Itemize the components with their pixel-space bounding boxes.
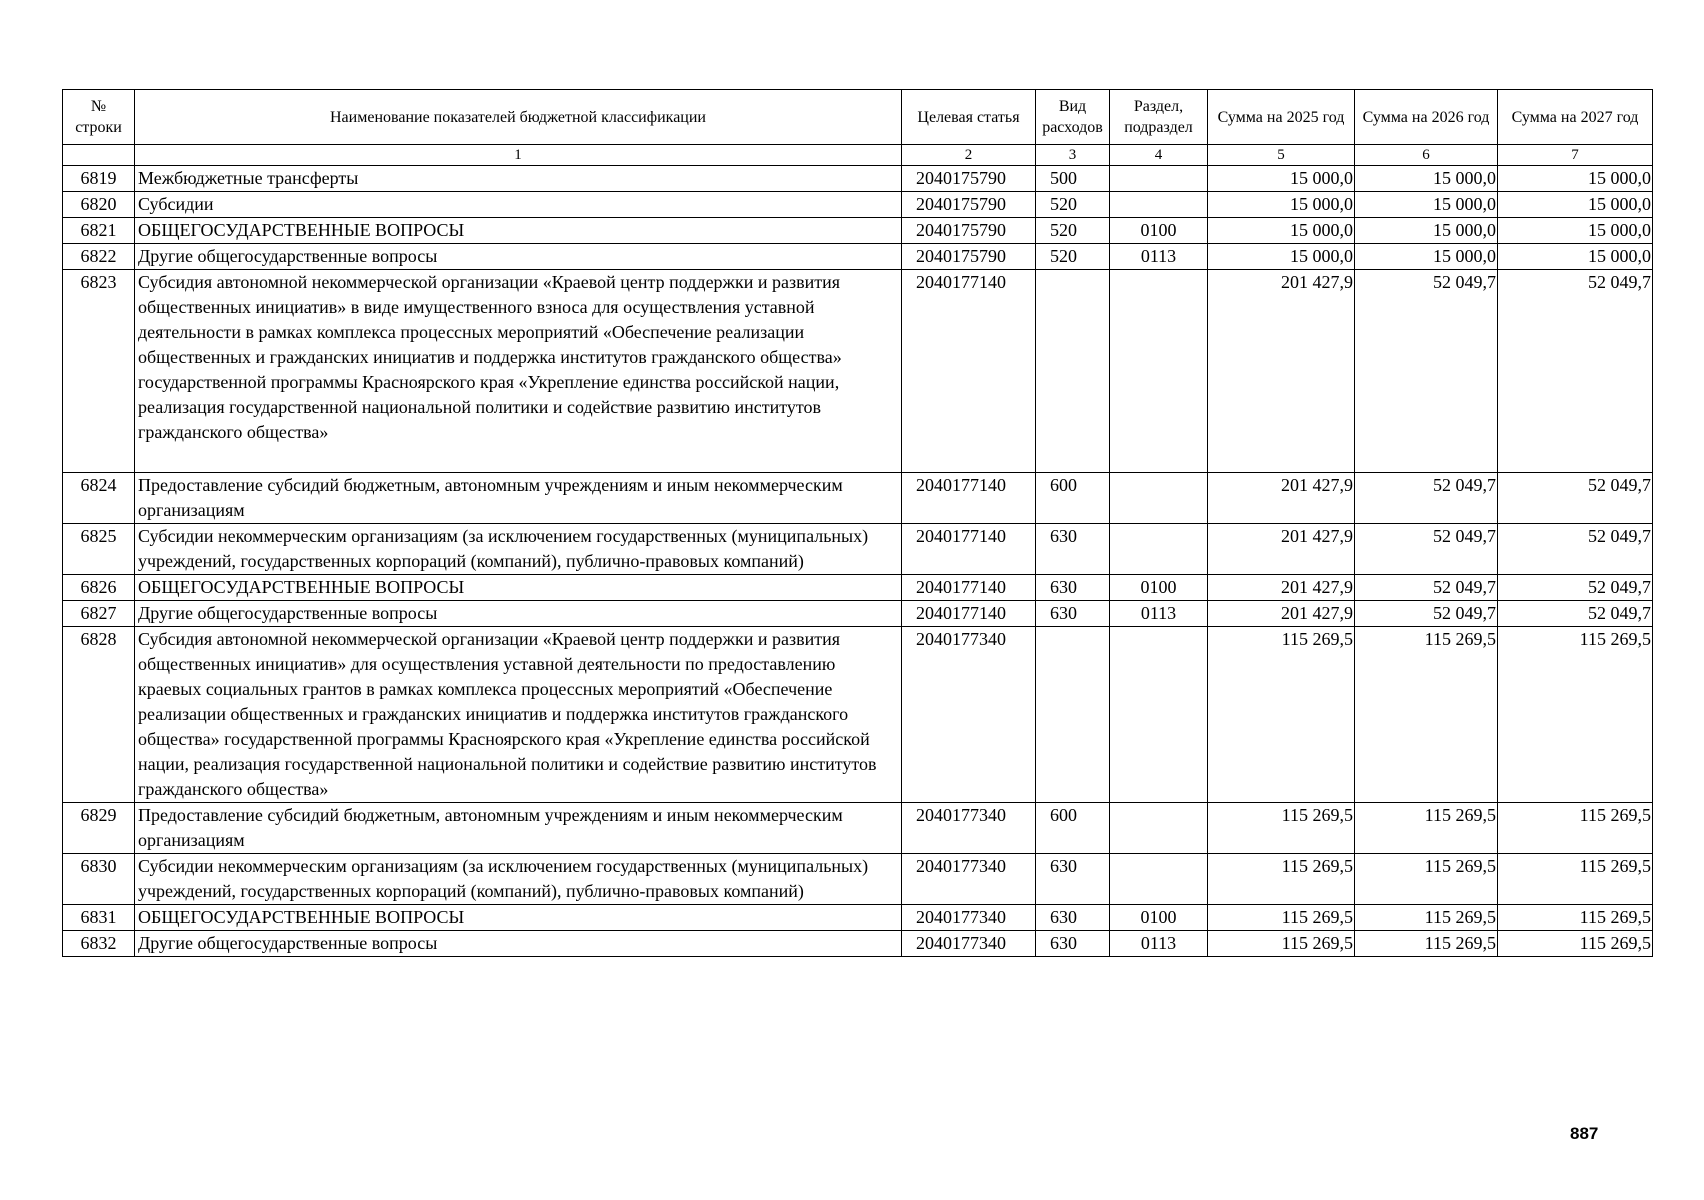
header-target-article: Целевая статья xyxy=(902,90,1036,145)
section-code: 0113 xyxy=(1110,244,1208,270)
row-number: 6829 xyxy=(63,803,135,854)
sum-2026: 52 049,7 xyxy=(1355,575,1498,601)
sum-2027: 115 269,5 xyxy=(1498,627,1653,803)
column-number: 1 xyxy=(135,145,902,166)
column-number-empty xyxy=(63,145,135,166)
sum-2026: 52 049,7 xyxy=(1355,270,1498,473)
column-number: 7 xyxy=(1498,145,1653,166)
header-sum-2026: Сумма на 2026 год xyxy=(1355,90,1498,145)
sum-2025: 15 000,0 xyxy=(1208,244,1355,270)
sum-2025: 201 427,9 xyxy=(1208,601,1355,627)
row-number: 6821 xyxy=(63,218,135,244)
sum-2027: 115 269,5 xyxy=(1498,905,1653,931)
indicator-name: Межбюджетные трансферты xyxy=(135,166,902,192)
section-code xyxy=(1110,524,1208,575)
header-indicator-name: Наименование показателей бюджетной классификации xyxy=(135,90,902,145)
sum-2027: 15 000,0 xyxy=(1498,166,1653,192)
section-code xyxy=(1110,166,1208,192)
target-article: 2040177140 xyxy=(902,601,1036,627)
sum-2025: 15 000,0 xyxy=(1208,166,1355,192)
target-article: 2040177140 xyxy=(902,524,1036,575)
expense-type: 630 xyxy=(1036,931,1110,957)
sum-2027: 15 000,0 xyxy=(1498,244,1653,270)
row-number: 6825 xyxy=(63,524,135,575)
column-number: 2 xyxy=(902,145,1036,166)
table-row xyxy=(63,244,1653,270)
expense-type: 520 xyxy=(1036,218,1110,244)
table-row xyxy=(63,218,1653,244)
sum-2026: 52 049,7 xyxy=(1355,601,1498,627)
section-code xyxy=(1110,473,1208,524)
sum-2027: 15 000,0 xyxy=(1498,192,1653,218)
expense-type: 630 xyxy=(1036,854,1110,905)
expense-type: 600 xyxy=(1036,473,1110,524)
sum-2026: 115 269,5 xyxy=(1355,905,1498,931)
section-code xyxy=(1110,854,1208,905)
indicator-name: ОБЩЕГОСУДАРСТВЕННЫЕ ВОПРОСЫ xyxy=(135,905,902,931)
column-number: 4 xyxy=(1110,145,1208,166)
expense-type: 630 xyxy=(1036,524,1110,575)
indicator-name: Субсидии некоммерческим организациям (за исключением государственных (муниципальных) учреждений, государственных корпораций (компаний), публично-правовых компаний) xyxy=(135,854,902,905)
section-code xyxy=(1110,803,1208,854)
column-number: 3 xyxy=(1036,145,1110,166)
sum-2027: 52 049,7 xyxy=(1498,270,1653,473)
table-row xyxy=(63,905,1653,931)
sum-2026: 52 049,7 xyxy=(1355,473,1498,524)
target-article: 2040177340 xyxy=(902,803,1036,854)
expense-type xyxy=(1036,627,1110,803)
indicator-name: ОБЩЕГОСУДАРСТВЕННЫЕ ВОПРОСЫ xyxy=(135,218,902,244)
expense-type: 600 xyxy=(1036,803,1110,854)
table-row xyxy=(63,931,1653,957)
table-row xyxy=(63,627,1653,803)
indicator-name: ОБЩЕГОСУДАРСТВЕННЫЕ ВОПРОСЫ xyxy=(135,575,902,601)
page-number: 887 xyxy=(1570,1124,1599,1143)
row-number: 6826 xyxy=(63,575,135,601)
sum-2025: 115 269,5 xyxy=(1208,803,1355,854)
header-sum-2027: Сумма на 2027 год xyxy=(1498,90,1653,145)
budget-table xyxy=(62,89,1653,957)
table-row xyxy=(63,803,1653,854)
header-row xyxy=(63,90,1653,145)
target-article: 2040175790 xyxy=(902,218,1036,244)
sum-2027: 52 049,7 xyxy=(1498,601,1653,627)
sum-2027: 15 000,0 xyxy=(1498,218,1653,244)
expense-type: 500 xyxy=(1036,166,1110,192)
sum-2026: 52 049,7 xyxy=(1355,524,1498,575)
sum-2025: 201 427,9 xyxy=(1208,473,1355,524)
sum-2026: 15 000,0 xyxy=(1355,244,1498,270)
sum-2025: 201 427,9 xyxy=(1208,524,1355,575)
section-code xyxy=(1110,192,1208,218)
sum-2026: 15 000,0 xyxy=(1355,192,1498,218)
section-code: 0113 xyxy=(1110,931,1208,957)
target-article: 2040175790 xyxy=(902,244,1036,270)
header-section: Раздел, подраздел xyxy=(1110,90,1208,145)
sum-2026: 15 000,0 xyxy=(1355,218,1498,244)
row-number: 6819 xyxy=(63,166,135,192)
row-number: 6831 xyxy=(63,905,135,931)
column-number-row xyxy=(63,145,1653,166)
indicator-name: Субсидия автономной некоммерческой организации «Краевой центр поддержки и развития общественных инициатив» в виде имущественного взноса для осуществления уставной деятельности в рамках комплекса процессных мероприятий «Обеспечение реализации общественных и гражданских инициатив и поддержка институтов гражданского общества» государственной программы Красноярского края «Укрепление единства российской нации, реализация государственной национальной политики и содействие развитию институтов гражданского общества» xyxy=(135,270,902,473)
sum-2027: 115 269,5 xyxy=(1498,803,1653,854)
table-row xyxy=(63,854,1653,905)
expense-type: 630 xyxy=(1036,575,1110,601)
sum-2025: 115 269,5 xyxy=(1208,627,1355,803)
column-number: 5 xyxy=(1208,145,1355,166)
expense-type xyxy=(1036,270,1110,473)
row-number: 6830 xyxy=(63,854,135,905)
sum-2025: 115 269,5 xyxy=(1208,854,1355,905)
indicator-name: Субсидия автономной некоммерческой организации «Краевой центр поддержки и развития общественных инициатив» для осуществления уставной деятельности по предоставлению краевых социальных грантов в рамках комплекса процессных мероприятий «Обеспечение реализации общественных и гражданских инициатив и поддержка институтов гражданского общества» государственной программы Красноярского края «Укрепление единства российской нации, реализация государственной национальной политики и содействие развитию институтов гражданского общества» xyxy=(135,627,902,803)
row-number: 6827 xyxy=(63,601,135,627)
sum-2025: 115 269,5 xyxy=(1208,931,1355,957)
target-article: 2040177340 xyxy=(902,931,1036,957)
indicator-name: Предоставление субсидий бюджетным, автономным учреждениям и иным некоммерческим организациям xyxy=(135,803,902,854)
sum-2025: 201 427,9 xyxy=(1208,575,1355,601)
sum-2026: 115 269,5 xyxy=(1355,627,1498,803)
table-row xyxy=(63,524,1653,575)
target-article: 2040177340 xyxy=(902,905,1036,931)
sum-2027: 52 049,7 xyxy=(1498,524,1653,575)
section-code: 0113 xyxy=(1110,601,1208,627)
target-article: 2040177140 xyxy=(902,575,1036,601)
target-article: 2040177140 xyxy=(902,473,1036,524)
expense-type: 520 xyxy=(1036,192,1110,218)
expense-type: 630 xyxy=(1036,905,1110,931)
row-number: 6820 xyxy=(63,192,135,218)
target-article: 2040177140 xyxy=(902,270,1036,473)
sum-2027: 52 049,7 xyxy=(1498,473,1653,524)
row-number: 6822 xyxy=(63,244,135,270)
indicator-name: Другие общегосударственные вопросы xyxy=(135,244,902,270)
table-row xyxy=(63,192,1653,218)
column-number: 6 xyxy=(1355,145,1498,166)
indicator-name: Предоставление субсидий бюджетным, автономным учреждениям и иным некоммерческим организациям xyxy=(135,473,902,524)
target-article: 2040175790 xyxy=(902,166,1036,192)
sum-2026: 115 269,5 xyxy=(1355,854,1498,905)
sum-2026: 15 000,0 xyxy=(1355,166,1498,192)
sum-2027: 115 269,5 xyxy=(1498,854,1653,905)
row-number: 6832 xyxy=(63,931,135,957)
sum-2027: 52 049,7 xyxy=(1498,575,1653,601)
target-article: 2040175790 xyxy=(902,192,1036,218)
sum-2027: 115 269,5 xyxy=(1498,931,1653,957)
target-article: 2040177340 xyxy=(902,627,1036,803)
expense-type: 630 xyxy=(1036,601,1110,627)
table-row xyxy=(63,473,1653,524)
indicator-name: Субсидии некоммерческим организациям (за исключением государственных (муниципальных) учреждений, государственных корпораций (компаний), публично-правовых компаний) xyxy=(135,524,902,575)
section-code: 0100 xyxy=(1110,575,1208,601)
expense-type: 520 xyxy=(1036,244,1110,270)
sum-2026: 115 269,5 xyxy=(1355,803,1498,854)
table-row xyxy=(63,166,1653,192)
sum-2025: 15 000,0 xyxy=(1208,192,1355,218)
row-number: 6823 xyxy=(63,270,135,473)
table-row xyxy=(63,601,1653,627)
sum-2025: 115 269,5 xyxy=(1208,905,1355,931)
section-code xyxy=(1110,627,1208,803)
sum-2025: 15 000,0 xyxy=(1208,218,1355,244)
header-sum-2025: Сумма на 2025 год xyxy=(1208,90,1355,145)
section-code xyxy=(1110,270,1208,473)
target-article: 2040177340 xyxy=(902,854,1036,905)
indicator-name: Другие общегосударственные вопросы xyxy=(135,601,902,627)
indicator-name: Другие общегосударственные вопросы xyxy=(135,931,902,957)
header-expense-type: Вид расходов xyxy=(1036,90,1110,145)
table-row xyxy=(63,270,1653,473)
sum-2026: 115 269,5 xyxy=(1355,931,1498,957)
sum-2025: 201 427,9 xyxy=(1208,270,1355,473)
section-code: 0100 xyxy=(1110,905,1208,931)
section-code: 0100 xyxy=(1110,218,1208,244)
indicator-name: Субсидии xyxy=(135,192,902,218)
table-row xyxy=(63,575,1653,601)
header-row-number: № строки xyxy=(63,90,135,145)
row-number: 6828 xyxy=(63,627,135,803)
row-number: 6824 xyxy=(63,473,135,524)
